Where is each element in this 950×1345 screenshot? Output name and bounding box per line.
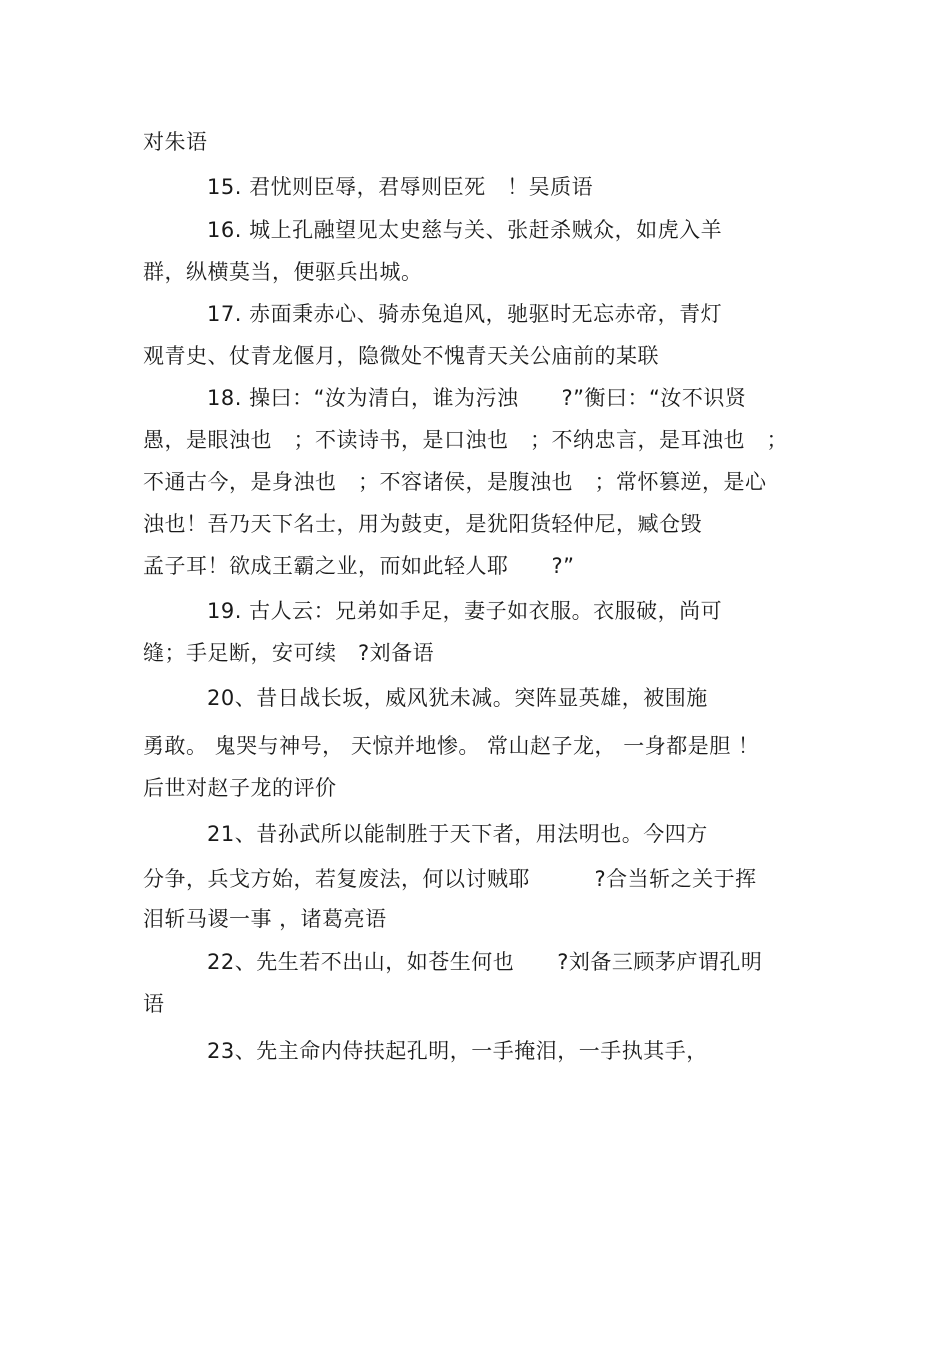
text-line-20: 22、先生若不出山，如苍生何也 ?刘备三顾茅庐谓孔明 — [207, 950, 763, 974]
text-line-22: 23、先主命内侍扶起孔明，一手掩泪，一手执其手， — [207, 1039, 708, 1063]
text-line-4: 群，纵横莫当，便驱兵出城。 — [143, 260, 423, 284]
text-line-13: 缝；手足断，安可续 ?刘备语 — [143, 641, 435, 665]
text-line-9: 不通古今，是身浊也 ；不容诸侯，是腹浊也 ；常怀篡逆，是心 — [143, 470, 767, 494]
text-line-5: 17. 赤面秉赤心、骑赤兔追风，驰驱时无忘赤帝，青灯 — [207, 302, 723, 326]
text-line-17: 21、昔孙武所以能制胜于天下者，用法明也。今四方 — [207, 822, 708, 846]
text-line-6: 观青史、仗青龙偃月，隐微处不愧青天关公庙前的某联 — [143, 344, 659, 368]
text-line-19: 泪斩马谡一事 ，诸葛亮语 — [143, 907, 387, 931]
text-line-15: 勇敢。 鬼哭与神号， 天惊并地惨。 常山赵子龙， 一身都是胆 ！ — [143, 734, 760, 758]
text-line-8: 愚，是眼浊也 ；不读诗书，是口浊也 ；不纳忠言，是耳浊也 ； — [143, 428, 788, 452]
text-line-18: 分争，兵戈方始，若复废法，何以讨贼耶 ?合当斩之关于挥 — [143, 867, 757, 891]
text-line-11: 孟子耳！欲成王霸之业，而如此轻人耶 ?” — [143, 554, 575, 578]
text-line-21: 语 — [143, 992, 165, 1016]
text-line-2: 15. 君忧则臣辱，君辱则臣死 ！吴质语 — [207, 175, 594, 199]
text-line-14: 20、昔日战长坂，威风犹未减。突阵显英雄，被围施 — [207, 686, 708, 710]
text-line-12: 19. 古人云：兄弟如手足，妻子如衣服。衣服破，尚可 — [207, 599, 723, 623]
text-line-10: 浊也！吾乃天下名士，用为鼓吏，是犹阳货轻仲尼，臧仓毁 — [143, 512, 702, 536]
text-line-7: 18. 操曰：“汝为清白，谁为污浊 ?”衡曰：“汝不识贤 — [207, 386, 747, 410]
text-line-16: 后世对赵子龙的评价 — [143, 776, 337, 800]
text-line-1: 对朱语 — [143, 130, 208, 154]
text-line-3: 16. 城上孔融望见太史慈与关、张赶杀贼众，如虎入羊 — [207, 218, 723, 242]
